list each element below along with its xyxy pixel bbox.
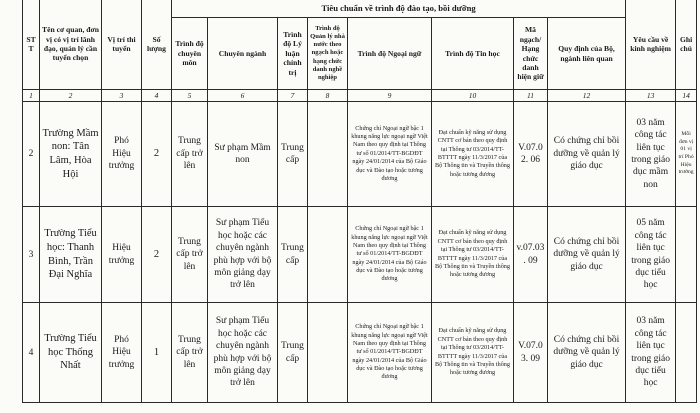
header-regulation: Quy định của Bộ, ngành liên quan (548, 18, 626, 90)
cell-major: Sư phạm Mầm non (208, 102, 278, 207)
cell-code: v.07.03. 09 (514, 207, 548, 303)
cell-language: Chứng chỉ Ngoại ngữ bậc 1 khung năng lực ngoại ngữ Việt Nam theo quy định tại Thông tư số 01/2014/TT-BGDĐT ngày 24/01/2014 của Bộ Giáo dục và Đào tạo hoặc tương đương (348, 207, 432, 303)
header-experience: Yêu cầu về kinh nghiệm (626, 0, 676, 90)
cell-state-mgmt (308, 207, 348, 303)
header-note: Ghi chú (676, 0, 697, 90)
header-position: Vị trí thi tuyển (102, 0, 142, 90)
column-number: 2 (40, 90, 102, 102)
cell-qualification: Trung cấp trở lên (172, 207, 208, 303)
header-major: Chuyên ngành (208, 18, 278, 90)
header-state-mgmt: Trình độ Quản lý nhà nước theo ngạch hoặc hạng chức danh nghề nghiệp (308, 18, 348, 90)
header-stt: ST T (23, 0, 40, 90)
cell-unit: Trường Tiểu học: Thanh Bình, Trần Đại Nghĩa (40, 207, 102, 303)
cell-unit: Trường Tiểu học Thống Nhất (40, 303, 102, 403)
cell-regulation: Có chứng chỉ bồi dưỡng về quản lý giáo dục (548, 303, 626, 403)
column-number: 5 (172, 90, 208, 102)
cell-position: Phó Hiệu trưởng (102, 303, 142, 403)
cell-political: Trung cấp (278, 102, 308, 207)
cell-stt: 3 (23, 207, 40, 303)
cell-major: Sư phạm Tiểu học hoặc các chuyên ngành phù hợp với bộ môn giảng dạy trở lên (208, 207, 278, 303)
column-number: 12 (548, 90, 626, 102)
cell-major: Sư phạm Tiểu học hoặc các chuyên ngành phù hợp với bộ môn giảng dạy trở lên (208, 303, 278, 403)
cell-note (676, 303, 697, 403)
header-language: Trình độ Ngoại ngữ (348, 18, 432, 90)
cell-experience: 05 năm công tác liên tục trong giáo dục tiểu học (626, 207, 676, 303)
cell-regulation: Có chứng chỉ bồi dưỡng về quản lý giáo dục (548, 207, 626, 303)
cell-language: Chứng chỉ Ngoại ngữ bậc 1 khung năng lực ngoại ngữ Việt Nam theo quy định tại Thông tư số 01/2014/TT-BGDĐT ngày 24/01/2014 của Bộ Giáo dục và Đào tạo hoặc tương đương (348, 102, 432, 207)
cell-position: Hiệu trưởng (102, 207, 142, 303)
cell-state-mgmt (308, 102, 348, 207)
column-number: 10 (432, 90, 514, 102)
header-quantity: Số lượng (142, 0, 172, 90)
table-row (23, 102, 697, 207)
header-code: Mã ngạch/ Hạng chức danh hiện giữ (514, 18, 548, 90)
cell-regulation: Có chứng chỉ bồi dưỡng về quản lý giáo dục (548, 102, 626, 207)
column-number: 9 (348, 90, 432, 102)
cell-political: Trung cấp (278, 207, 308, 303)
column-number: 7 (278, 90, 308, 102)
cell-code: V.07.03. 09 (514, 303, 548, 403)
cell-note (676, 207, 697, 303)
cell-unit: Trường Mầm non: Tân Lâm, Hòa Hội (40, 102, 102, 207)
table-row (23, 207, 697, 303)
header-unit: Tên cơ quan, đơn vị có vị trí lãnh đạo, quản lý cần tuyển chọn (40, 0, 102, 90)
header-group-training: Tiêu chuẩn về trình độ đào tạo, bồi dưỡng (172, 0, 626, 18)
cell-language: Chứng chỉ Ngoại ngữ bậc 1 khung năng lực ngoại ngữ Việt Nam theo quy định tại Thông tư số 01/2014/TT-BGDĐT ngày 24/01/2014 của Bộ Giáo dục và Đào tạo hoặc tương đương (348, 303, 432, 403)
cell-it: Đạt chuẩn kỹ năng sử dụng CNTT cơ bản theo quy định tại Thông tư 03/2014/TT-BTTTT ngày 11/3/2017 của Bộ Thông tin và Truyền thông hoặc tương đương (432, 207, 514, 303)
cell-quantity: 2 (142, 102, 172, 207)
column-number: 6 (208, 90, 278, 102)
column-number: 1 (23, 90, 40, 102)
column-number: 14 (676, 90, 697, 102)
cell-state-mgmt (308, 303, 348, 403)
cell-it: Đạt chuẩn kỹ năng sử dụng CNTT cơ bản theo quy định tại Thông tư 03/2014/TT-BTTTT ngày 11/3/2017 của Bộ Thông tin và Truyền thông hoặc tương đương (432, 102, 514, 207)
column-number: 4 (142, 90, 172, 102)
cell-code: V.07.02. 06 (514, 102, 548, 207)
cell-experience: 03 năm công tác liên tục trong giáo dục tiểu học (626, 303, 676, 403)
column-number: 3 (102, 90, 142, 102)
table-row (23, 303, 697, 403)
cell-quantity: 1 (142, 303, 172, 403)
header-qualification: Trình độ chuyên môn (172, 18, 208, 90)
header-it: Trình độ Tin học (432, 18, 514, 90)
cell-stt: 2 (23, 102, 40, 207)
recruitment-table (22, 0, 697, 403)
cell-political: Trung cấp (278, 303, 308, 403)
cell-experience: 03 năm công tác liên tục trong giáo dục mầm non (626, 102, 676, 207)
column-number: 11 (514, 90, 548, 102)
cell-stt: 4 (23, 303, 40, 403)
cell-qualification: Trung cấp trở lên (172, 102, 208, 207)
cell-qualification: Trung cấp trở lên (172, 303, 208, 403)
cell-quantity: 2 (142, 207, 172, 303)
cell-note: Mỗi đơn vị 01 vị trí Phó Hiệu trưởng (676, 102, 697, 207)
cell-it: Đạt chuẩn kỹ năng sử dụng CNTT cơ bản theo quy định tại Thông tư 03/2014/TT-BTTTT ngày 11/3/2017 của Bộ Thông tin và Truyền thông hoặc tương đương (432, 303, 514, 403)
header-political: Trình độ Lý luận chính trị (278, 18, 308, 90)
cell-position: Phó Hiệu trưởng (102, 102, 142, 207)
column-number: 8 (308, 90, 348, 102)
column-number: 13 (626, 90, 676, 102)
